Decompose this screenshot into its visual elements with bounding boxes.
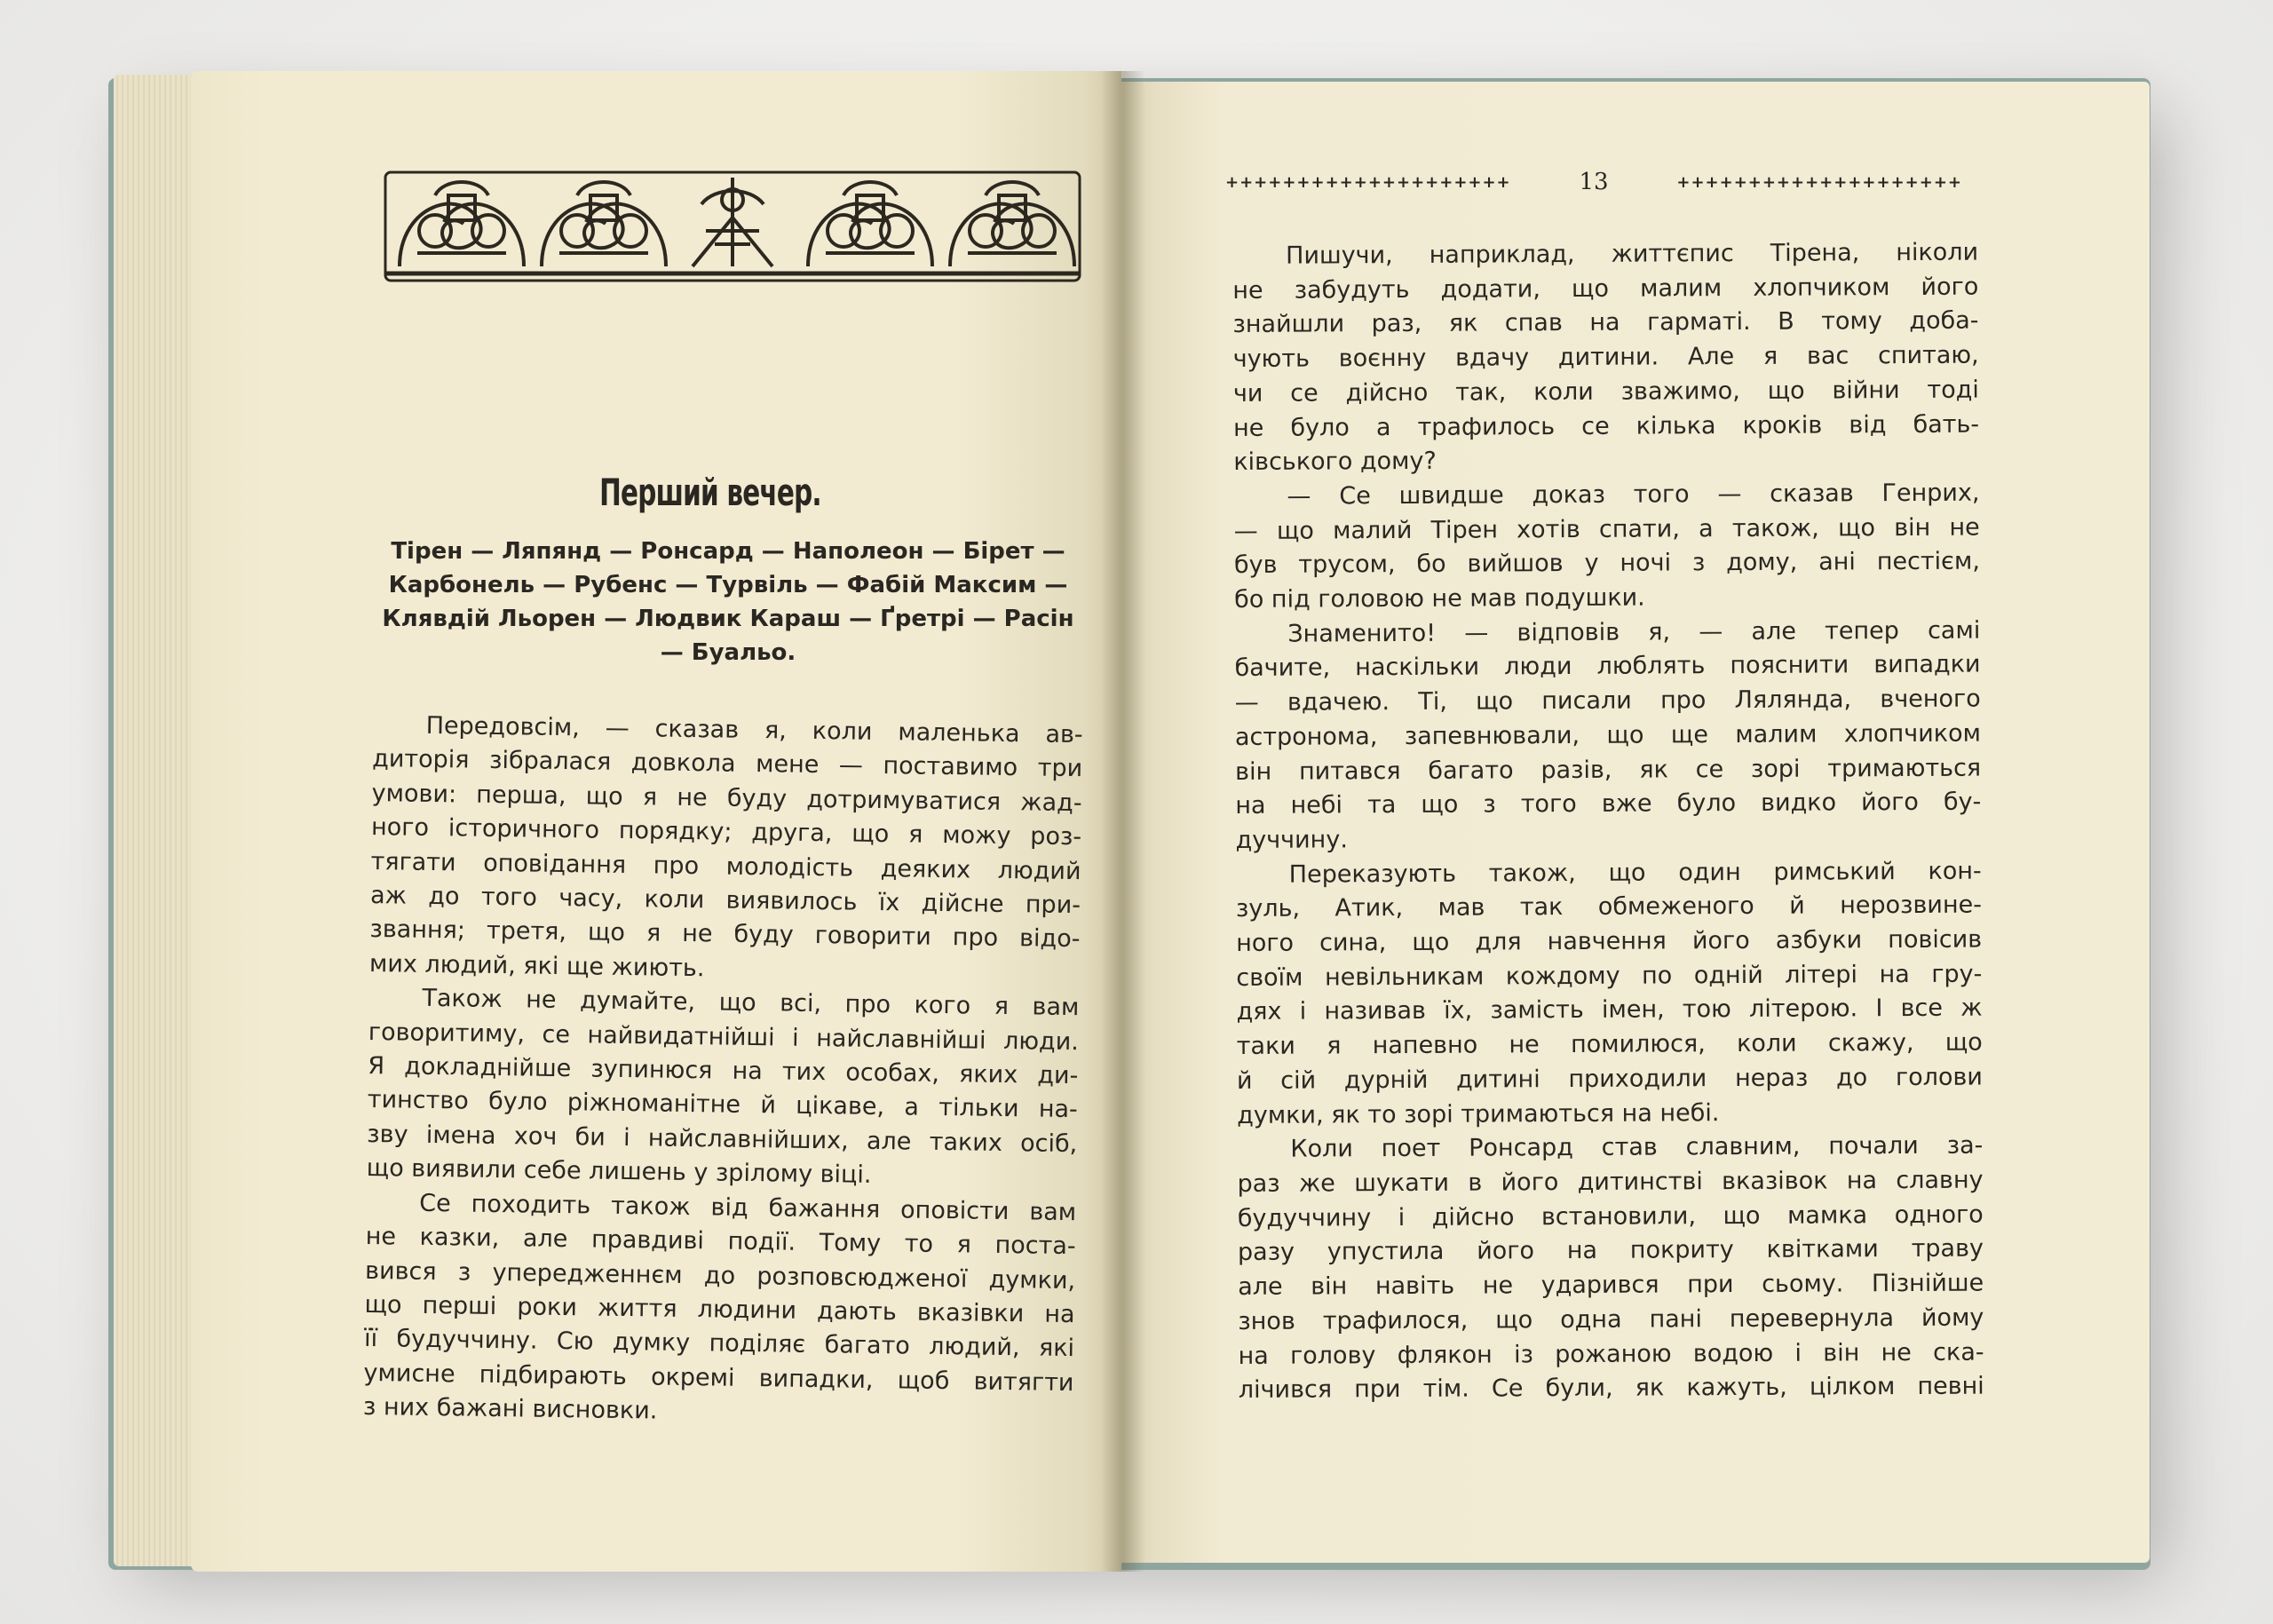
text-line: — що малий Тірен хотів спати, а також, що він не (1233, 513, 1980, 545)
text-line: не забудуть додати, що малим хлопчиком його (1232, 273, 1979, 305)
summary-line: Тірен — Ляпянд — Ронсард — Наполеон — Бірет — (391, 538, 1065, 565)
text-line: ного історичного порядку; друга, що я можу роз- (370, 813, 1082, 852)
page-stack-edge (114, 75, 202, 1566)
text-line: він питався багато разів, як се зорі тримаються (1235, 754, 1982, 786)
text-line: говоритиму, се найвидатнійші і найславнійші люди. (368, 1018, 1080, 1056)
text-line: дуччину. (1235, 826, 1348, 854)
text-line: чують воєнну вдачу дитини. Але я вас спитаю, (1232, 341, 1979, 374)
header-ornament-left: ++++++++++++++++++++ (1225, 172, 1511, 192)
text-line: лічився при тім. Се були, як кажуть, цілком певні (1238, 1372, 1984, 1405)
summary-line: Карбонель — Рубенс — Турвіль — Фабій Максим — (388, 572, 1068, 598)
summary-line: Клявдій Льорен — Людвик Караш — Ґретрі — Расін (382, 606, 1074, 632)
chapter-title: Перший вечер. (599, 471, 821, 514)
text-line: ківського дому? (1233, 448, 1437, 477)
text-line: раз же шукати в його дитинстві вказівок на славну (1237, 1166, 1984, 1198)
text-line: умисне підбирають окремі випадки, щоб витягти (363, 1359, 1074, 1397)
text-line: її будуччину. Сю думку поділяє багато людий, які (363, 1325, 1075, 1363)
text-line: але він навіть не ударився при сьому. Пізнійше (1238, 1269, 1984, 1302)
text-line: таки я напевно не помилюся, коли скажу, що (1236, 1028, 1983, 1061)
text-line: що виявили себе лишень у зрілому віці. (366, 1154, 872, 1190)
page-number: 13 (1579, 169, 1609, 195)
text-line: астронома, запевнювали, що ще малим хлопчиком (1234, 719, 1982, 751)
text-line: ного сина, що для навчення його азбуки повісив (1236, 925, 1983, 958)
text-line: й сій дурній дитині приходили нераз до голови (1236, 1063, 1984, 1095)
text-line: диторія зібралася довкола мене — поставимо три (371, 745, 1083, 783)
text-line: зву імена хоч би і найславнійших, але таких осіб, (367, 1120, 1078, 1158)
text-line: Переказують також, що один римський кон- (1288, 857, 1982, 889)
text-line: разу упустила його на покриту квітками траву (1237, 1234, 1984, 1267)
text-line: був трусом, бо вийшов у ночі з дому, ані пестієм, (1233, 547, 1980, 580)
text-line: думки, як то зорі тримаються на небі. (1237, 1098, 1720, 1129)
text-line: не казки, але правдиві події. Тому то я поста- (365, 1223, 1076, 1261)
text-line: Я докладнійше зупинюся на тих особах, яких ди- (368, 1052, 1079, 1090)
text-line: на голову флякон із рожаною водою і він не ска- (1238, 1338, 1984, 1370)
text-line: своїм невільникам кождому по одній літері на гру- (1236, 960, 1983, 992)
running-header (1225, 167, 1962, 197)
text-line: аж до того часу, коли виявилось їх дійсне при- (369, 882, 1081, 920)
book-gutter (1101, 71, 1145, 1572)
text-line: тягати оповідання про молодість деяких людий (370, 847, 1081, 885)
summary-line: — Буальо. (660, 639, 796, 666)
text-line: чи се дійсно так, коли зважимо, що війни тоді (1232, 376, 1979, 408)
text-line: — Се швидше доказ того — сказав Генрих, (1287, 479, 1980, 511)
text-line: Також не думайте, що всі, про кого я вам (422, 985, 1080, 1022)
text-line: знов трафилося, що одна пані перевернула йому (1238, 1303, 1984, 1335)
text-line: на небі та що з того вже було видко його бу- (1235, 788, 1982, 820)
text-line: мих людий, які ще жиють. (368, 949, 705, 983)
text-line: не було а трафилось се кілька кроків від бать- (1233, 410, 1980, 442)
text-line: бачите, наскільки люди люблять пояснити випадки (1234, 651, 1981, 683)
text-line: Пишучи, наприклад, життєпис Тірена, ніколи (1286, 238, 1979, 270)
text-line: Коли поет Ронсард став славним, почали за- (1290, 1131, 1984, 1163)
text-line: вився з упередженнєм до розповсюдженої думки, (364, 1256, 1076, 1295)
header-ornament-right: ++++++++++++++++++++ (1676, 172, 1962, 192)
text-line: Передовсім, — сказав я, коли маленька ав- (425, 711, 1083, 749)
text-line: умови: перша, що я не буду дотримуватися жад- (371, 779, 1082, 817)
right-body-text (1232, 236, 1984, 1408)
text-line: звання; третя, що я не буду говорити про відо- (369, 915, 1081, 954)
text-line: що перші роки життя людини дають вказівки на (364, 1290, 1075, 1329)
art-nouveau-ornament (382, 169, 1083, 284)
chapter-summary (373, 535, 1083, 669)
text-line: бо під головою не мав подушки. (1234, 583, 1645, 614)
text-line: будуччину і дійсно встановили, що мамка одного (1237, 1200, 1984, 1232)
text-line: дях і називав їх, замість імен, тою літерою. І все ж (1236, 994, 1983, 1026)
text-line: Се походить також від бажання оповісти вам (419, 1189, 1077, 1226)
text-line: з них бажані висновки. (362, 1393, 658, 1425)
text-line: тинство було ріжноманітне й цікаве, а тільки на- (367, 1086, 1078, 1124)
text-line: зуль, Атик, мав так обмеженого й нерозвине- (1235, 891, 1983, 923)
text-line: Знаменито! — відповів я, — але тепер самі (1287, 616, 1981, 648)
left-body-text (363, 709, 1083, 1435)
text-line: — вдачею. Ті, що писали про Ляляндa, вченого (1234, 685, 1981, 717)
text-line: знайшли раз, як спав на гарматі. В тому доба- (1232, 307, 1979, 339)
